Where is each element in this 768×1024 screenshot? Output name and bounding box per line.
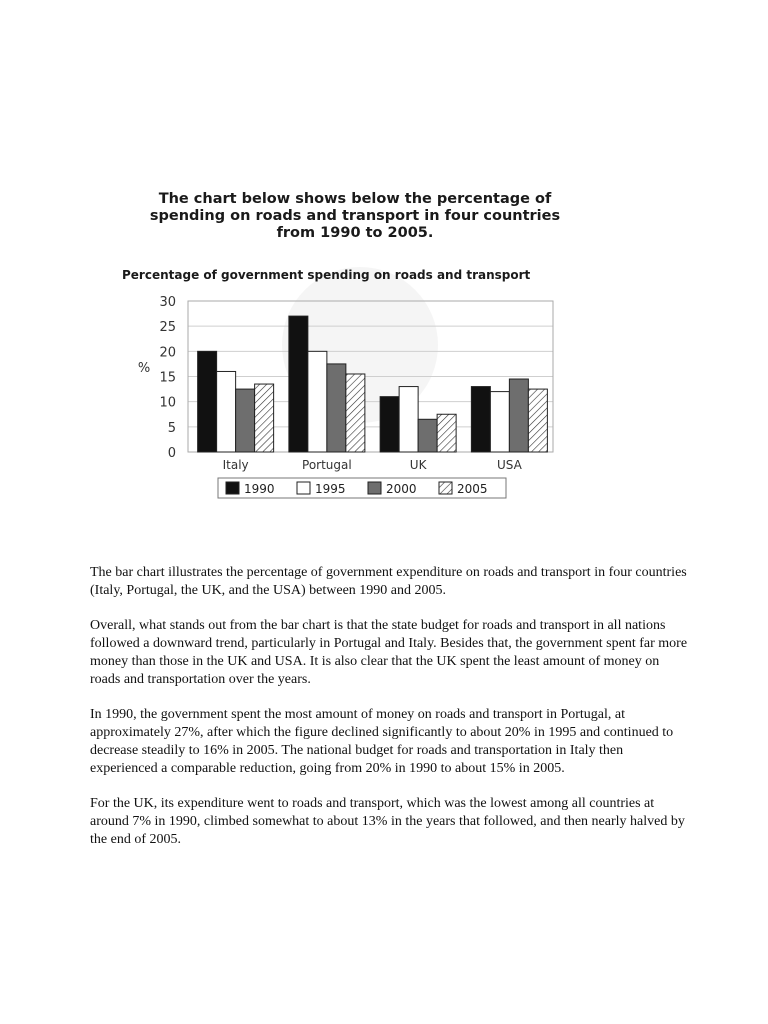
bar-uk-1995 xyxy=(399,387,418,452)
y-axis-label: % xyxy=(137,361,151,376)
bar-italy-2005 xyxy=(255,384,274,452)
bar-italy-1990 xyxy=(198,351,217,452)
legend-swatch-2005 xyxy=(439,482,452,494)
paragraph-portugal-italy: In 1990, the government spent the most amount of money on roads and transport in Portugal, at approximately 27%, after which the figure declined significantly to about 20% in 1995 and continued to decrease steadily to 16% in 2005. The national budget for roads and transportation in Italy then experienced a comparable reduction, going from 20% in 1990 to about 15% in 2005. xyxy=(90,707,674,776)
bar-italy-1995 xyxy=(217,371,236,452)
y-tick-label: 5 xyxy=(167,420,176,436)
legend-label-1995: 1995 xyxy=(315,482,346,496)
bar-portugal-2000 xyxy=(327,364,346,452)
figure-heading-line-1: The chart below shows below the percentage of xyxy=(158,191,552,207)
legend-swatch-2000 xyxy=(368,482,381,494)
y-axis-ticks xyxy=(159,295,176,461)
bar-usa-1995 xyxy=(490,392,509,452)
chart-title: Percentage of government spending on roads and transport xyxy=(122,268,531,282)
bar-uk-2005 xyxy=(437,414,456,452)
category-label-usa: USA xyxy=(496,458,522,472)
bar-uk-2000 xyxy=(418,419,437,452)
category-label-uk: UK xyxy=(409,458,427,472)
legend-label-2000: 2000 xyxy=(386,482,417,496)
bar-portugal-2005 xyxy=(346,374,365,452)
bar-portugal-1995 xyxy=(308,351,327,452)
bar-usa-1990 xyxy=(471,387,490,452)
y-tick-label: 10 xyxy=(159,395,176,411)
legend-swatch-1995 xyxy=(297,482,310,494)
legend-label-1990: 1990 xyxy=(244,482,275,496)
bar-uk-1990 xyxy=(380,397,399,452)
legend xyxy=(218,478,506,498)
paragraph-uk: For the UK, its expenditure went to roads and transport, which was the lowest among all countries at around 7% in 1990, climbed somewhat to about 13% in the years that followed, and then nearly halved by the end of 2005. xyxy=(90,796,685,847)
y-tick-label: 30 xyxy=(159,295,176,310)
y-tick-label: 25 xyxy=(159,320,176,336)
bar-italy-2000 xyxy=(236,389,255,452)
bar-usa-2000 xyxy=(509,379,528,452)
figure-heading-line-3: from 1990 to 2005. xyxy=(276,225,434,241)
bar-portugal-1990 xyxy=(289,316,308,452)
category-label-portugal: Portugal xyxy=(302,458,352,472)
y-tick-label: 15 xyxy=(159,370,176,386)
paragraph-overview: Overall, what stands out from the bar chart is that the state budget for roads and transport in all nations followed a downward trend, particularly in Portugal and Italy. Besides that, the government spent far more money than those in the UK and USA. It is also clear that the UK spent the least amount of money on roads and transportation over the years. xyxy=(90,618,688,687)
bar-usa-2005 xyxy=(528,389,547,452)
paragraph-intro: The bar chart illustrates the percentage of government expenditure on roads and transport in four countries (Italy, Portugal, the UK, and the USA) between 1990 and 2005. xyxy=(90,565,687,598)
y-tick-label: 20 xyxy=(159,345,176,361)
category-label-italy: Italy xyxy=(222,458,249,472)
y-tick-label: 0 xyxy=(167,446,176,461)
legend-swatch-1990 xyxy=(226,482,239,494)
figure-heading-line-2: spending on roads and transport in four countries xyxy=(149,208,561,224)
legend-label-2005: 2005 xyxy=(457,482,488,496)
category-labels xyxy=(223,458,523,472)
essay-text xyxy=(90,564,690,866)
